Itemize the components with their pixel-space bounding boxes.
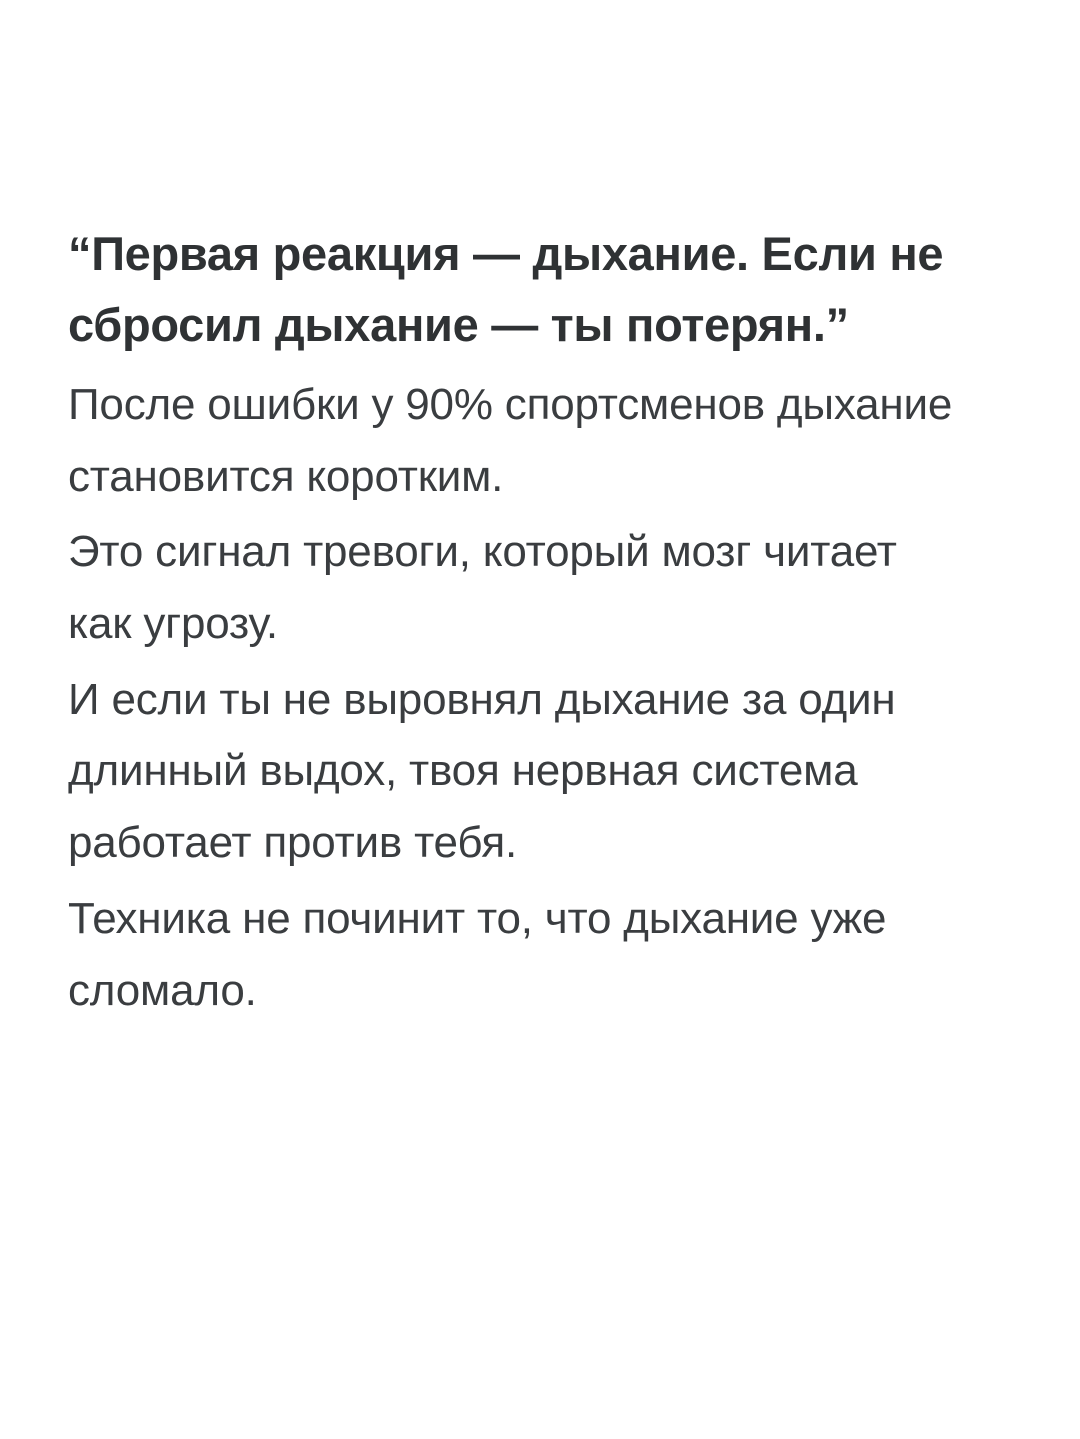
body-paragraph-4: Техника не починит то, что дыхание уже сломало. [68, 893, 887, 1015]
body-paragraph-2: Это сигнал тревоги, который мозг читает как угрозу. [68, 527, 897, 649]
pull-quote: “Первая реакция — дыхание. Если не сбросил дыхание — ты потерян.” [68, 227, 944, 352]
body-paragraph-3: И если ты не выровнял дыхание за один длинный выдох, твоя нервная система работает против тебя. [68, 674, 896, 868]
body-paragraph-1: После ошибки у 90% спортсменов дыхание становится коротким. [68, 379, 953, 501]
text-block [68, 218, 998, 1026]
